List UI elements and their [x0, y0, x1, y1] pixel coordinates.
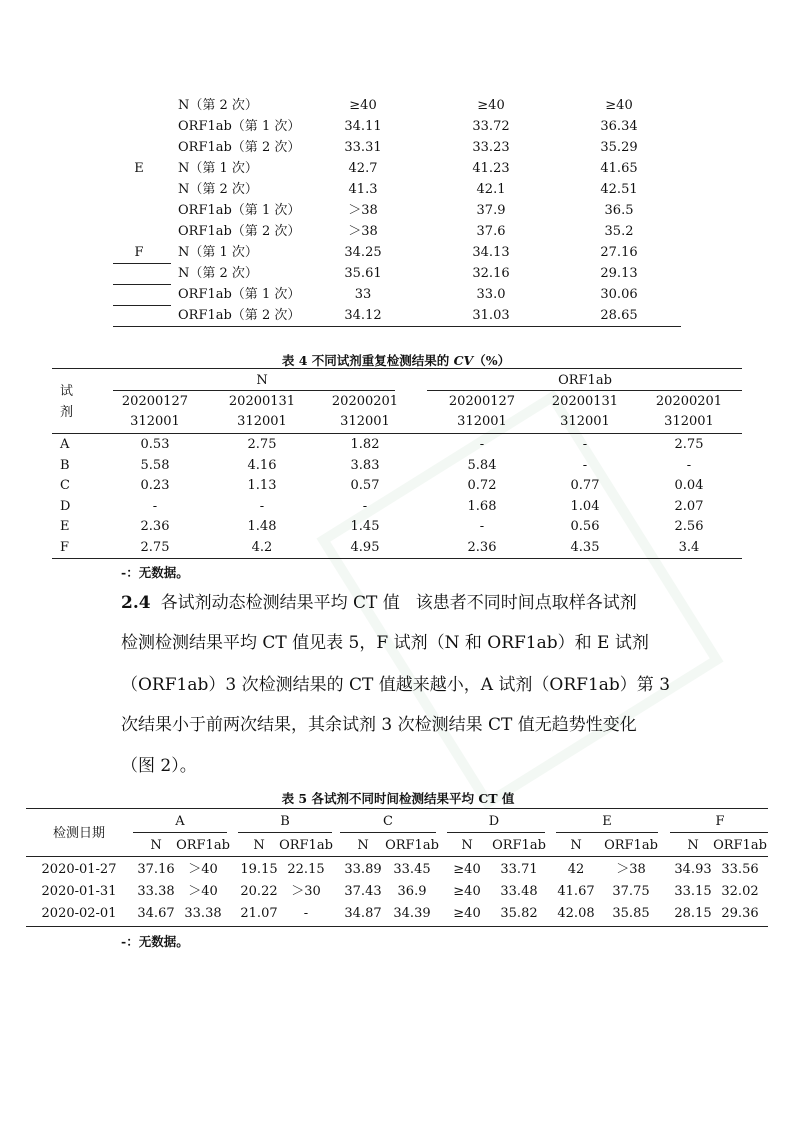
table-cell: 33 [354, 287, 372, 302]
table-cell: 21.07 [240, 906, 278, 921]
group-header: E [602, 814, 612, 829]
row-label: N（第 2 次） [178, 182, 258, 197]
group-rule [670, 832, 768, 833]
table-cell: 33.15 [674, 884, 712, 899]
group-divider [113, 284, 171, 285]
sub-header-n: N [357, 838, 369, 853]
table-cell: 35.2 [604, 224, 634, 239]
table-cell: 32.02 [721, 884, 759, 899]
table-cell: 31.03 [472, 308, 510, 323]
table-cell: 36.34 [600, 119, 638, 134]
table-cell: 1.13 [247, 478, 277, 493]
table-cell: 4.16 [247, 458, 277, 473]
table-cell: ＞40 [188, 884, 218, 899]
table-cell: 37.43 [344, 884, 382, 899]
table-cell: 1.45 [350, 519, 380, 534]
group-label-e: E [134, 161, 144, 176]
table-cell: 0.77 [570, 478, 600, 493]
lot-header: 20200131 [551, 394, 619, 409]
group-header: A [175, 814, 185, 829]
group-divider [113, 263, 171, 264]
section-title: 各试剂动态检测结果平均 CT 值 [160, 593, 400, 613]
table-cell: 0.04 [674, 478, 704, 493]
row-label: ORF1ab（第 2 次） [178, 224, 301, 239]
table-cell: 0.72 [467, 478, 497, 493]
table-cell: 33.72 [472, 119, 510, 134]
lot-header: 20200131 [228, 394, 296, 409]
table-cell: 34.11 [344, 119, 382, 134]
table-cell: 0.57 [350, 478, 380, 493]
sub-header-orf1ab: ORF1ab [492, 838, 546, 853]
table-cell: 32.16 [472, 266, 510, 281]
lot-header: 312001 [664, 414, 714, 429]
table-bottom-rule [113, 326, 681, 327]
group-rule [133, 832, 227, 833]
group-header-orf1ab: ORF1ab [558, 373, 612, 388]
lot-header: 312001 [130, 414, 180, 429]
lot-header: 20200127 [121, 394, 189, 409]
table-cell: 41.67 [557, 884, 595, 899]
table-cell: 5.58 [140, 458, 170, 473]
table-cell: 1.82 [350, 437, 380, 452]
table-cell: ＞40 [188, 862, 218, 877]
group-rule [427, 390, 742, 391]
group-rule [340, 832, 436, 833]
group-rule [447, 832, 545, 833]
table-cell: 34.87 [344, 906, 382, 921]
table-top-rule [52, 368, 742, 369]
table-cell: 34.93 [674, 862, 712, 877]
table-cell: 5.84 [467, 458, 497, 473]
table-cell: 42.08 [557, 906, 595, 921]
table-cell: 3.4 [678, 540, 700, 555]
stub-header: 试 [60, 384, 74, 399]
group-rule [113, 390, 395, 391]
sub-header-n: N [150, 838, 162, 853]
table-top-rule [26, 808, 768, 809]
table-cell: 34.67 [137, 906, 175, 921]
sub-header-n: N [461, 838, 473, 853]
paragraph-line [121, 593, 637, 613]
table-cell: - [303, 906, 309, 921]
table-cell: 33.38 [137, 884, 175, 899]
stub-header: 检测日期 [52, 826, 106, 841]
row-label: ORF1ab（第 2 次） [178, 140, 301, 155]
table-cell: ＞30 [291, 884, 321, 899]
table-cell: 19.15 [240, 862, 278, 877]
row-label: ORF1ab（第 2 次） [178, 308, 301, 323]
table-caption [282, 351, 510, 369]
table-cell: 33.71 [500, 862, 538, 877]
group-rule [238, 832, 332, 833]
lot-header: 20200201 [331, 394, 399, 409]
table-cell: 34.39 [393, 906, 431, 921]
table-cell: 20.22 [240, 884, 278, 899]
row-date: 2020-01-31 [41, 884, 117, 899]
table-cell: 4.2 [251, 540, 273, 555]
table-cell: 33.89 [344, 862, 382, 877]
table-bottom-rule [26, 926, 768, 927]
row-label: E [60, 519, 70, 534]
table-cell: 28.15 [674, 906, 712, 921]
table-cell: 33.23 [472, 140, 510, 155]
table-cell: 1.48 [247, 519, 277, 534]
table-cell: 33.48 [500, 884, 538, 899]
table-cell: 42 [567, 862, 585, 877]
caption-unit: （%） [473, 353, 511, 368]
table-cell: 35.29 [600, 140, 638, 155]
group-header: D [488, 814, 500, 829]
lot-header: 20200201 [655, 394, 723, 409]
lot-header: 312001 [237, 414, 287, 429]
table-cell: - [582, 437, 588, 452]
sub-header-orf1ab: ORF1ab [385, 838, 439, 853]
sub-header-n: N [687, 838, 699, 853]
group-header: F [715, 814, 725, 829]
table-cell: 37.9 [476, 203, 506, 218]
table-cell: ＞38 [616, 862, 646, 877]
paragraph-line: 次结果小于前两次结果，其余试剂 3 次检测结果 CT 值无趋势性变化 [121, 715, 637, 735]
table-cell: 33.38 [184, 906, 222, 921]
table-cell: 2.75 [247, 437, 277, 452]
header-rule [26, 856, 768, 857]
table-cell: 41.65 [600, 161, 638, 176]
table-cell: ＞38 [348, 224, 378, 239]
row-date: 2020-01-27 [41, 862, 117, 877]
lot-header: 312001 [340, 414, 390, 429]
table-cell: 37.16 [137, 862, 175, 877]
caption-text: 表 4 不同试剂重复检测结果的 [281, 353, 454, 368]
row-label: A [60, 437, 70, 452]
table-cell: 22.15 [287, 862, 325, 877]
table-cell: 30.06 [600, 287, 638, 302]
row-date: 2020-02-01 [41, 906, 117, 921]
row-label: N（第 2 次） [178, 98, 258, 113]
table-cell: - [582, 458, 588, 473]
table-cell: 2.75 [140, 540, 170, 555]
table-cell: 35.85 [612, 906, 650, 921]
table-cell: 34.12 [344, 308, 382, 323]
sub-header-n: N [253, 838, 265, 853]
sub-header-orf1ab: ORF1ab [279, 838, 333, 853]
paragraph-line: （图 2）。 [121, 756, 197, 776]
caption-cv: CV [453, 353, 474, 368]
table-cell: 27.16 [600, 245, 638, 260]
paragraph-text: 该患者不同时间点取样各试剂 [415, 593, 637, 613]
table-cell: 2.56 [674, 519, 704, 534]
table-note: -：无数据。 [121, 934, 189, 949]
header-rule [52, 433, 742, 434]
group-header: C [383, 814, 393, 829]
table-cell: 2.07 [674, 499, 704, 514]
table-cell: - [259, 499, 265, 514]
paragraph-line: 检测检测结果平均 CT 值见表 5，F 试剂（N 和 ORF1ab）和 E 试剂 [121, 633, 649, 653]
table-cell: 2.36 [467, 540, 497, 555]
row-label: C [60, 478, 70, 493]
table-cell: 1.68 [467, 499, 497, 514]
table-cell: 0.56 [570, 519, 600, 534]
paragraph-line: （ORF1ab）3 次检测结果的 CT 值越来越小，A 试剂（ORF1ab）第 3 [121, 675, 671, 695]
table-cell: 0.23 [140, 478, 170, 493]
table-cell: 42.7 [348, 161, 378, 176]
table-cell: 41.23 [472, 161, 510, 176]
table-cell: 35.82 [500, 906, 538, 921]
table-cell: 37.75 [612, 884, 650, 899]
table-cell: 4.95 [350, 540, 380, 555]
table-cell: ≥40 [349, 98, 377, 113]
table-cell: 34.25 [344, 245, 382, 260]
table-cell: 29.36 [721, 906, 759, 921]
table-cell: ≥40 [605, 98, 633, 113]
table-cell: ＞38 [348, 203, 378, 218]
row-label: ORF1ab（第 1 次） [178, 119, 301, 134]
table-bottom-rule [52, 558, 742, 559]
table-cell: 33.45 [393, 862, 431, 877]
lot-header: 20200127 [448, 394, 516, 409]
table-cell: 34.13 [472, 245, 510, 260]
section-number: 2.4 [121, 593, 151, 613]
table-cell: ≥40 [453, 884, 481, 899]
table-cell: 3.83 [350, 458, 380, 473]
table-cell: - [686, 458, 692, 473]
sub-header-orf1ab: ORF1ab [604, 838, 658, 853]
group-header: B [280, 814, 290, 829]
table-cell: 41.3 [348, 182, 378, 197]
table-cell: 2.75 [674, 437, 704, 452]
row-label: F [60, 540, 70, 555]
table-cell: - [479, 519, 485, 534]
row-label: B [60, 458, 70, 473]
table-cell: 2.36 [140, 519, 170, 534]
table-cell: 28.65 [600, 308, 638, 323]
row-label: N（第 1 次） [178, 245, 258, 260]
lot-header: 312001 [457, 414, 507, 429]
stub-header: 剂 [60, 405, 74, 420]
row-label: N（第 1 次） [178, 161, 258, 176]
table-cell: 37.6 [476, 224, 506, 239]
table-cell: - [152, 499, 158, 514]
table-cell: 33.0 [476, 287, 506, 302]
table-cell: 4.35 [570, 540, 600, 555]
table-cell: ≥40 [477, 98, 505, 113]
table-cell: 35.61 [344, 266, 382, 281]
table-cell: 0.53 [140, 437, 170, 452]
table-cell: 42.1 [476, 182, 506, 197]
table-cell: 1.04 [570, 499, 600, 514]
group-rule [556, 832, 658, 833]
row-label: N（第 2 次） [178, 266, 258, 281]
table-cell: ≥40 [453, 862, 481, 877]
table-cell: - [479, 437, 485, 452]
sub-header-orf1ab: ORF1ab [176, 838, 230, 853]
row-label: ORF1ab（第 1 次） [178, 287, 301, 302]
table-cell: 36.9 [397, 884, 427, 899]
group-label-f: F [134, 245, 144, 260]
table-cell: 36.5 [604, 203, 634, 218]
table-note: -：无数据。 [121, 565, 189, 580]
table-cell: 29.13 [600, 266, 638, 281]
sub-header-orf1ab: ORF1ab [713, 838, 767, 853]
group-divider [113, 305, 171, 306]
table-cell: 33.31 [344, 140, 382, 155]
row-label: D [60, 499, 71, 514]
table-cell: 33.56 [721, 862, 759, 877]
table-caption: 表 5 各试剂不同时间检测结果平均 CT 值 [281, 791, 515, 806]
table-cell: ≥40 [453, 906, 481, 921]
table-cell: - [362, 499, 368, 514]
group-header-n: N [256, 373, 268, 388]
table-cell: 42.51 [600, 182, 638, 197]
row-label: ORF1ab（第 1 次） [178, 203, 301, 218]
sub-header-n: N [570, 838, 582, 853]
lot-header: 312001 [560, 414, 610, 429]
